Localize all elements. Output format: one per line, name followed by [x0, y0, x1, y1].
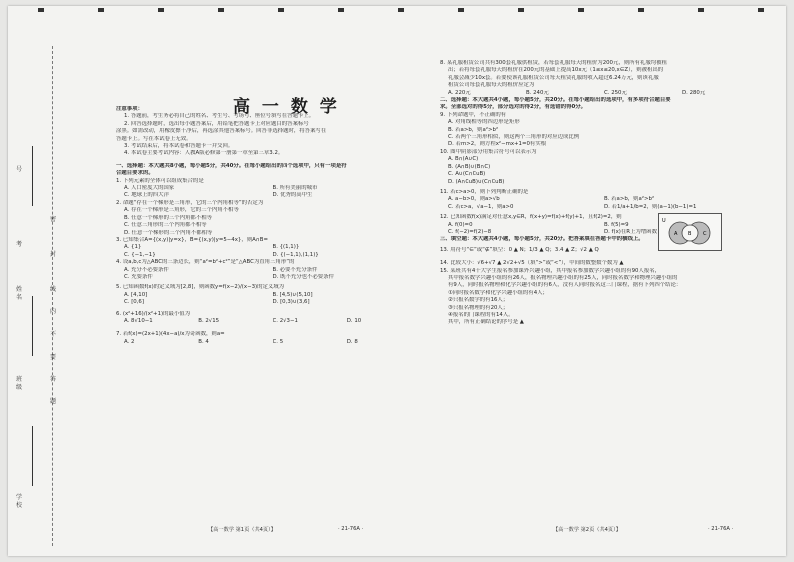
margin-label: 班级 — [15, 376, 22, 391]
page-title: 高 一 数 学 — [233, 97, 340, 117]
seal-char: 答 — [49, 376, 56, 383]
option: C. f(−2)=f(2)−8 — [448, 228, 492, 235]
statement: ③只报名物理的有20人； — [448, 304, 509, 311]
option: C. 250元 — [604, 89, 627, 96]
option: C. [0,6] — [124, 299, 144, 306]
option: C. {−1,−1} — [124, 251, 156, 258]
seal-char: 不 — [49, 331, 56, 338]
notice-line: 1. 答题前，考生务必将自己的姓名、考生号、考场号、座位号填写在答题卡上。 — [124, 113, 315, 120]
notice-line: 2. 回答选择题时，选出每小题答案后，用铅笔把答题卡上对应题目的答案标号 — [124, 120, 309, 127]
notice-heading: 注意事项： — [116, 106, 143, 112]
margin-label: 号 — [15, 166, 22, 173]
question-stem: 15. 某班共有4十大学生报名参加课外兴趣小组，其中报名参加数学兴趣小组的有90人报名， — [440, 267, 661, 274]
option: D. 任意一个梯形的三个内角不都相等 — [124, 229, 213, 236]
notice-line: 答题卡上。写在本试卷上无效。 — [116, 135, 192, 142]
question-options — [116, 244, 421, 259]
option: B. 若a>b，则a²>b² — [448, 126, 499, 133]
statement: ①同时报名数学和化学兴趣小组的有4人； — [448, 289, 548, 296]
question-stem: 8. 某礼服租赁公司共有300套礼服供租赁，若每套礼服每天的租价为200元，则所有礼服均被租 — [440, 60, 667, 66]
question-stem: 4. 设a,b,c为△ABC的三条边长，则“a²=b²+c²”是“△ABC为直角三角形”的 — [116, 259, 295, 266]
option: C. 2√3−1 — [272, 317, 298, 324]
question-stem: 10. 图中阴影部分用集合符号可以表示为 — [440, 148, 537, 155]
option: D. 若m>2，则方程x²−mx+1=0有实根 — [448, 141, 547, 148]
page-footer: 【高一数学 第1页（共4页）】 — [208, 527, 276, 533]
margin-label: 姓名 — [15, 286, 22, 301]
question-stem: 12. 已知函数f(x)满足对任意x,y∈R，f(x+y)=f(x)+f(y)+1，且f(2)=2，则 — [440, 214, 622, 221]
option: D. 280元 — [682, 89, 706, 96]
statement: ④报名的门课程的有14人。 — [448, 312, 514, 318]
notice-line: 3. 考试结束后，将本试卷和答题卡一并交回。 — [124, 143, 234, 150]
option: D. (A∩∁uB)∪(C∩∁uB) — [448, 178, 505, 185]
question-options — [116, 267, 421, 282]
option: A. 人口密度大的国家 — [124, 185, 175, 192]
question-stem: 14. 比较大小：√6+√7 ▲ 2√2+√5（填“>”或“<”），中间的数整数个数为 ▲ — [440, 260, 624, 267]
seal-line — [52, 46, 53, 546]
option: A. 充分不必要条件 — [124, 266, 169, 273]
exam-sheet — [8, 6, 786, 556]
field-line — [32, 426, 33, 486]
option: C. 若c>a，√a−1，则a>0 — [448, 203, 514, 210]
venn-label: C — [703, 231, 707, 237]
option: C. 任意三角形的三个内角都不相等 — [124, 222, 207, 229]
statement: ②只报名数学的有16人； — [448, 297, 509, 304]
option: B. (A∩B)∪(B∩C) — [448, 163, 491, 170]
question-stem: 6. (x²+16)/(x²+1)的最小值为 — [116, 310, 191, 317]
option: D. 若1/a+1/b=2，则(a−1)(b−1)=1 — [604, 203, 697, 210]
venn-label: B — [688, 231, 692, 237]
field-line — [32, 296, 33, 356]
option: B. 2√15 — [198, 317, 220, 324]
venn-label: A — [674, 231, 678, 237]
question-stem: 租赁公司每套礼服每天的租价应定为 — [448, 82, 535, 89]
question-stem: 13. 用符号“∈”或“∉”填空：0 ▲ N；1/3 ▲ Q；3.4 ▲ Z；√2 ▲ Q — [440, 246, 599, 253]
option: A. B∩(A∪C) — [448, 156, 479, 163]
question-stem: 2. 命题“存在一个梯形是三角形，它的三个内角相等”的否定为 — [116, 199, 264, 206]
question-options — [440, 90, 760, 97]
option: A. 8√10−1 — [124, 317, 153, 324]
seal-char: 线 — [49, 286, 56, 293]
venn-label: U — [662, 218, 666, 224]
option: A. [4,10] — [124, 291, 148, 298]
margin-label: 考 — [15, 241, 22, 248]
question-stem: 7. 若f(x)=(2x+1)(4x−a)/x为奇函数，则a= — [116, 331, 225, 338]
seal-char: 封 — [49, 251, 56, 258]
section-heading: 二、选择题：本大题共4小题，每小题5分，共20分。在每小题给出的选项中，有多项符合题目要 — [440, 97, 671, 104]
question-options — [116, 318, 421, 325]
option: A. 220元 — [448, 89, 471, 96]
option: A. a−b>0，则a>√b — [448, 196, 500, 203]
margin-label: 学校 — [15, 494, 22, 509]
question-stem: 11. 若c>a>0，则下列判断正确的是 — [440, 188, 529, 195]
option: A. 2 — [124, 338, 135, 345]
option: B. f(5)=9 — [604, 221, 629, 228]
option: D. {(−1,1),(1,1)} — [272, 251, 319, 258]
option: B. 必要不充分条件 — [272, 266, 318, 273]
option: A. 存在一个梯形是三角形，它的三个内角不相等 — [124, 207, 239, 214]
option: B. 240元 — [526, 89, 549, 96]
option: A. f(0)=0 — [448, 221, 473, 228]
question-stem: 有9人，同时报名物理和化学兴趣小组的有6人，没有人同时报名这三门课程，据有下列四个结论： — [448, 282, 682, 289]
option: B. {(1,1)} — [272, 244, 300, 251]
right-column — [440, 60, 760, 327]
field-line — [32, 146, 33, 206]
option: D. 8 — [346, 338, 358, 345]
question-stem: 出；若将每套礼服每天的租价在200元的基础上提高10x元（1≤x≤20,x∈Z），则被租出的 — [448, 67, 664, 74]
option: C. 充要条件 — [124, 273, 153, 280]
option: C. 5 — [272, 338, 284, 345]
exam-code: · 21-76A · — [708, 526, 734, 532]
option: C. A∪(C∩∁uB) — [448, 171, 486, 178]
section-heading: 求。全部选对的得5分，部分选对的得2分，有选错的得0分。 — [440, 104, 587, 111]
question-options — [440, 196, 760, 211]
option: B. 若a>b，则a²>b² — [604, 196, 655, 203]
venn-svg — [659, 214, 721, 250]
question-stem: 3. 已知集合A={(x,y)|y=x}，B={(x,y)|y=5−4x}，则A∩B= — [116, 236, 268, 243]
left-column — [116, 106, 421, 346]
exam-code: · 21-76A · — [338, 526, 364, 532]
option: D. 10 — [346, 317, 362, 324]
option: B. 任意一个梯形的三个内角都不相等 — [124, 214, 212, 221]
option: D. [0,3)∪(3,6] — [272, 299, 310, 306]
question-stem: 其中报名数学兴趣小组的有26人，报名物理兴趣小组的有25人，同时报名数学和物理兴趣小组的 — [448, 274, 678, 281]
question-stem: 5. 已知函数f(x)的定义域为[2,8]，则函数y=f(x−2)/(x−3)的定义域为 — [116, 284, 285, 291]
question-stem: 其中，所有正确结论的序号是 ▲ — [448, 319, 524, 326]
notice-line: 涂黑。如需改动，用橡皮擦干净后，再选涂其他答案标号。回答非选择题时，将答案写在 — [116, 128, 327, 135]
option: D. 优秀的高中生 — [272, 192, 313, 199]
question-options — [116, 185, 421, 200]
section-heading: 三、填空题：本大题共4小题，每小题5分，共20分。把答案填在答题卡中的横线上。 — [440, 236, 644, 243]
venn-diagram — [658, 213, 722, 251]
question-options — [116, 292, 421, 307]
option: C. 地球上的四大洋 — [124, 192, 169, 199]
option: A. 对角线相等的四边形是矩形 — [448, 119, 520, 126]
option: C. 若两个三角形相似，则这两个三角形的对应边成比例 — [448, 134, 580, 141]
seal-char: 内 — [49, 308, 56, 315]
question-stem: 1. 下列元素的全体可以组成集合的是 — [116, 177, 204, 184]
seal-char: 题 — [49, 398, 56, 405]
section-heading: 合题目要求的。 — [116, 170, 154, 177]
question-options — [116, 339, 421, 346]
page-footer: 【高一数学 第2页（共4页）】 — [553, 527, 621, 533]
option: B. 所有美丽的城市 — [272, 185, 318, 192]
registration-marks — [8, 6, 786, 14]
option: D. f(x)在R上为增函数 — [604, 228, 657, 235]
section-heading: 一、选择题：本大题共8小题，每小题5分，共40分。在每小题给出的四个选项中，只有一项是符 — [116, 162, 347, 169]
question-stem: 礼服会减少10x套。若要使该礼服租赁公司每天租赁礼服的收入超过6.24万元，则该礼服 — [448, 74, 659, 81]
option: D. 既不充分也不必要条件 — [272, 273, 334, 280]
binding-margin — [12, 46, 98, 551]
seal-char: 要 — [49, 354, 56, 361]
option: B. [4,5)∪(5,10] — [272, 291, 313, 298]
option: B. 4 — [198, 338, 209, 345]
notice-line: 4. 本试卷主要考试内容：人教A版必修第一册第一章至第三章3.2。 — [124, 150, 284, 157]
question-stem: 9. 下列命题中，不正确的有 — [440, 111, 507, 118]
seal-char: 密 — [49, 216, 56, 223]
option: A. {1} — [124, 244, 142, 251]
